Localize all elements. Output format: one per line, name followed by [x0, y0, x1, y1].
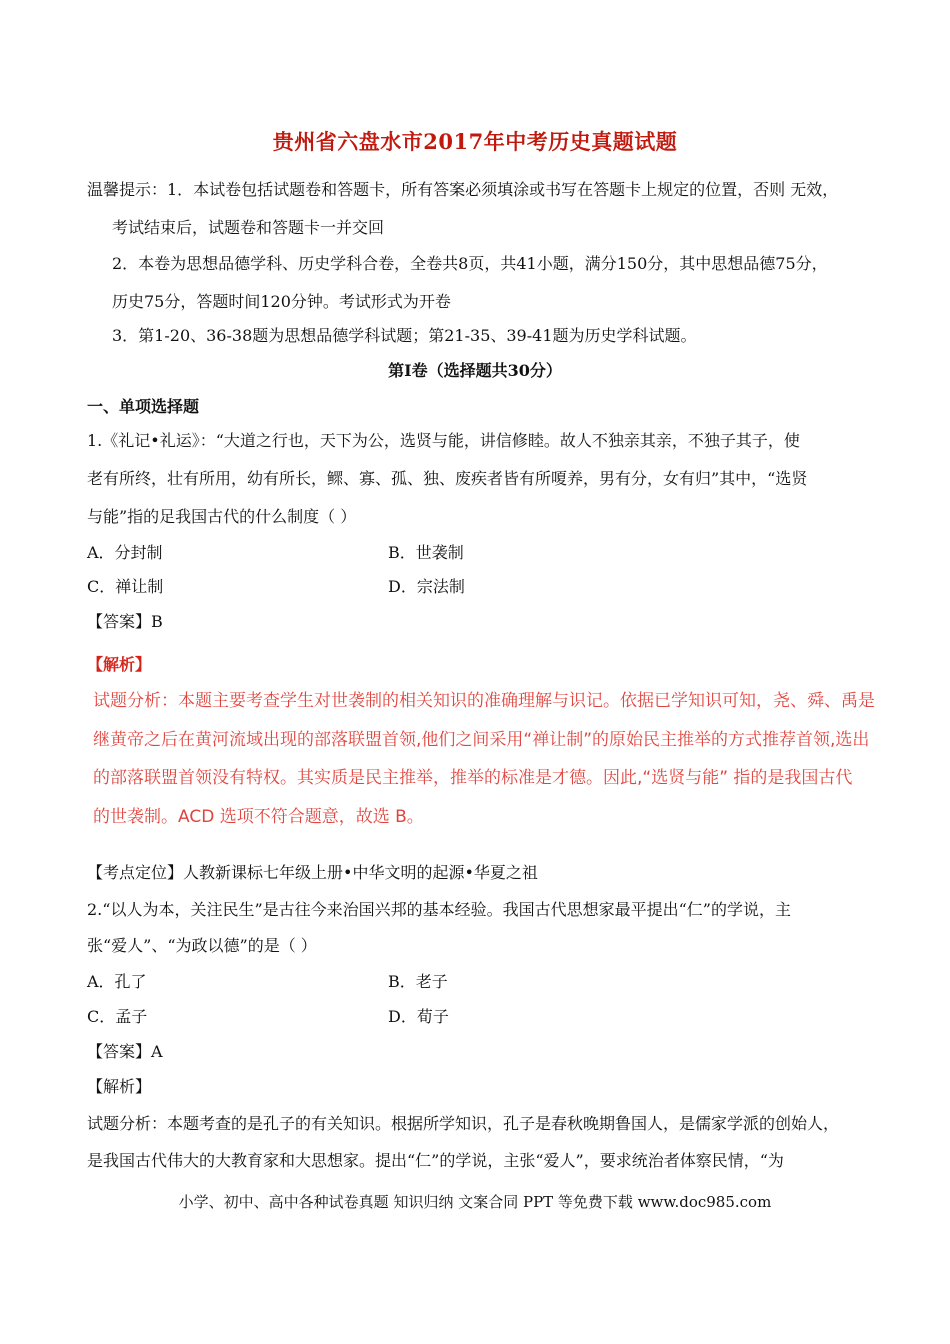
q1-option-c: C．禅让制 [87, 577, 164, 596]
q1-option-b: B．世袭制 [388, 543, 464, 562]
q2-analysis-line-2: 是我国古代伟大的大教育家和大思想家。提出“仁”的学说，主张“爱人”，要求统治者体察民情，“为 [87, 1151, 784, 1170]
q1-analysis-line-4: 的世袭制。ACD 选项不符合题意，故选 B。 [93, 807, 424, 827]
q2-answer: 【答案】A [87, 1042, 163, 1061]
notice-line-1: 温馨提示：1．本试卷包括试题卷和答题卡，所有答案必须填涂或书写在答题卡上规定的位置，否则 无效， [87, 180, 839, 199]
q1-analysis-line-3: 的部落联盟首领没有特权。其实质是民主推举，推举的标准是才德。因此,“选贤与能” 指的是我国古代 [93, 768, 853, 788]
part-title: 第I卷（选择题共30分） [388, 361, 562, 380]
q1-analysis-line-1: 试题分析：本题主要考查学生对世袭制的相关知识的准确理解与识记。依据已学知识可知，尧、舜、禹是 [93, 691, 875, 711]
q2-option-b: B．老子 [388, 972, 448, 991]
notice-line-2: 考试结束后，试题卷和答题卡一并交回 [112, 218, 385, 237]
q2-option-d: D．荀子 [388, 1007, 449, 1026]
q2-analysis-line-1: 试题分析：本题考查的是孔子的有关知识。根据所学知识，孔子是春秋晚期鲁国人，是儒家学派的创始人， [87, 1114, 840, 1133]
section-title: 一、单项选择题 [87, 397, 200, 416]
notice-line-3: 2．本卷为思想品德学科、历史学科合卷，全卷共8页，共41小题，满分150分，其中思想品德75分， [112, 254, 828, 273]
notice-line-5: 3．第1-20、36-38题为思想品德学科试题；第21-35、39-41题为历史学科试题。 [112, 326, 697, 345]
document-title: 贵州省六盘水市2017年中考历史真题试题 [272, 129, 678, 154]
q1-point: 【考点定位】人教新课标七年级上册•中华文明的起源•华夏之祖 [87, 863, 538, 882]
q1-analysis-line-2: 继黄帝之后在黄河流域出现的部落联盟首领,他们之间采用“禅让制”的原始民主推举的方式推荐首领,选出 [93, 730, 870, 750]
q1-option-a: A．分封制 [87, 543, 163, 562]
q1-stem-line-3: 与能”指的足我国古代的什么制度（ ） [87, 507, 357, 526]
q2-stem-line-2: 张“爱人”、“为政以德”的是（ ） [87, 936, 317, 955]
q1-stem-line-1: 1.《礼记•礼运》：“大道之行也，天下为公，选贤与能，讲信修睦。故人不独亲其亲，不独子其子，使 [87, 431, 800, 450]
q1-analysis-heading: 【解析】 [87, 655, 152, 674]
q2-stem-line-1: 2.“以人为本，关注民生”是古往今来治国兴邦的基本经验。我国古代思想家最平提出“仁”的学说，主 [87, 900, 791, 919]
q2-option-c: C．孟子 [87, 1007, 148, 1026]
page-footer: 小学、初中、高中各种试卷真题 知识归纳 文案合同 PPT 等免费下载 www.doc985.com [178, 1193, 772, 1211]
q1-stem-line-2: 老有所终，壮有所用，幼有所长，鳏、寡、孤、独、废疾者皆有所嗄养，男有分，女有归”其中，“选贤 [87, 469, 808, 488]
q2-option-a: A．孔了 [87, 972, 147, 991]
q2-analysis-heading: 【解析】 [87, 1077, 152, 1096]
q1-answer: 【答案】B [87, 612, 163, 631]
q1-option-d: D．宗法制 [388, 577, 465, 596]
notice-line-4: 历史75分，答题时间120分钟。考试形式为开卷 [112, 292, 451, 311]
